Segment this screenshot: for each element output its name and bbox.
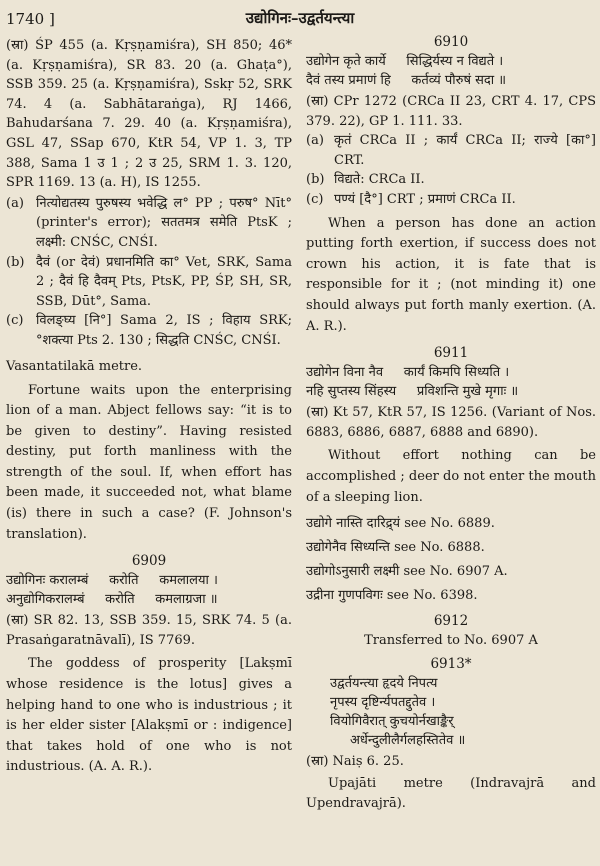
page-number: 1740 ] (6, 10, 55, 28)
variant-text: विलङ्घ्य [नि°] Sama 2, IS ; विहाय SRK; °शक्त्या Pts 2. 130 ; सिद्धति CNŚC, CNŚI. (36, 313, 292, 348)
verse-line: वियोगिवैरात् कुचयोर्नखाङ्कैर् (330, 714, 454, 730)
variant-line (306, 190, 596, 210)
entry-number-6912: 6912 (433, 613, 469, 630)
variant-text: दैवं (or देवं) प्रधानमिति का° Vet, SRK, Sama 2 ; दैवं हि दैवम् Pts, PtsK, PP, ŚP, SH, SR, SSB, Dūt°, Sama. (36, 254, 292, 309)
meter-6913: Upajāti metre (Indravajrā and Upendravajrā). (306, 775, 596, 812)
variant-line (6, 311, 292, 350)
variant-line (306, 131, 596, 170)
variant-text: पण्यं [दै°] CRT ; प्रमाणं CRCa II. (334, 191, 516, 207)
transfer-note-6912: Transferred to No. 6907 A (364, 633, 538, 649)
variant-label: (a) (306, 133, 324, 149)
verse-line: अनुद्योगिकरालम्बं करोति कमलाग्रजा ॥ (6, 592, 218, 608)
entry-number-6913: 6913* (430, 656, 472, 673)
translation-6910: When a person has done an action putting forth exertion, if success does not crown his action, it is fate that is responsible for it ; (not minding it) one should always put forth manly exertion. (A. A. R.). (306, 215, 596, 334)
entry-number-6910: 6910 (433, 34, 469, 50)
right-column (306, 32, 596, 815)
left-column (6, 36, 292, 778)
running-head: उद्योगिनः–उद्वर्तयन्त्या (245, 9, 355, 27)
variant-line (6, 253, 292, 312)
sources-6909: (स्रा) SR 82. 13, SSB 359. 15, SRK 74. 5 (a. Prasaṅgaratnāvalī), IS 7769. (6, 613, 292, 648)
variant-label: (b) (306, 172, 325, 188)
verse-line: नृपस्य दृष्टिर्न्यपतद्दुतेव । (330, 695, 436, 711)
cross-references (306, 514, 596, 605)
variant-line (306, 170, 596, 190)
cross-ref: उद्योगेनैव सिध्यन्ति see No. 6888. (306, 540, 485, 556)
translation-6908: Fortune waits upon the enterprising lion of a man. Abject fellows say: “it is to be given to destiny”. Having resisted destiny, put forth manliness with the strength of the soul. If, when effort has been made, it succeeded not, what blame (is) there in such a case? (F. Johnson's translation). (6, 382, 292, 542)
verse-line: उद्योगेन कृते कार्ये सिद्धिर्यस्य न विद्यते । (306, 54, 504, 69)
page-header (0, 8, 600, 30)
variant-text: नित्योद्यतस्य पुरुषस्य भवेद्धि ल° PP ; परुष° Nīt° (printer's error); सततमत्र समेति PtsK ; लक्ष्मी: CNŚC, CNŚI. (36, 195, 292, 250)
variant-label: (a) (6, 195, 24, 211)
cross-ref: उद्रीना गुणपविगः see No. 6398. (306, 588, 478, 604)
verse-line: अर्धेन्दुलीलैर्गलहस्तितेव ॥ (350, 733, 466, 749)
verse-6911 (306, 363, 596, 401)
cross-ref: उद्योगोऽनुसारी लक्ष्मी see No. 6907 A. (306, 564, 508, 580)
entry-number-6911: 6911 (433, 345, 469, 362)
translation-6909: The goddess of prosperity [Lakṣmī whose residence is the lotus] gives a helping hand to one who is industrious ; it is her elder sister [Alakṣmī or : indigence] that takes hold of one who is not industrious. (A. A. R.). (6, 656, 292, 775)
variant-label: (c) (6, 313, 24, 329)
verse-line: उद्वर्तयन्त्या हृदये निपत्य (330, 676, 438, 692)
verse-6910 (306, 52, 596, 90)
verse-line: दैवं तस्य प्रमाणं हि कर्तव्यं पौरुषं सदा ॥ (306, 73, 507, 88)
cross-ref: उद्योगे नास्ति दारिद्र्यं see No. 6889. (306, 516, 495, 532)
verse-line: उद्योगेन विना नैव कार्यं किमपि सिध्यति । (306, 365, 510, 381)
sources-6913: (स्रा) Naiṣ 6. 25. (306, 754, 404, 770)
entry-number-6909: 6909 (131, 553, 167, 570)
verse-6909 (6, 571, 292, 609)
translation-6911: Without effort nothing can be accomplished ; deer do not enter the mouth of a sleeping lion. (306, 448, 596, 505)
variant-label: (b) (6, 254, 25, 270)
sources-6910: (स्रा) CPr 1272 (CRCa II 23, CRT 4. 17, CPS 379. 22), GP 1. 111. 33. (306, 94, 596, 129)
variants-6908 (6, 194, 292, 351)
meter-6908: Vasantatilakā metre. (6, 358, 143, 374)
verse-6913 (306, 674, 596, 750)
variants-6910 (306, 131, 596, 209)
verse-line: नहि सुप्तस्य सिंहस्य प्रविशन्ति मुखे मृगाः ॥ (306, 384, 519, 400)
variant-label: (c) (306, 191, 324, 207)
sources-6908: (स्रा) ŚP 455 (a. Kṛṣṇamiśra), SH 850; 46* (a. Kṛṣṇamiśra), SR 83. 20 (a. Ghaṭa°), SSB 359. 25 (a. Kṛṣṇamiśra), Sskṛ 52, SRK 74. 4 (a. Sabhātaraṅga), RJ 1466, Bahudarśana 7. 29. 40 (a. Kṛṣṇamiśra), GSL 47, SSap 670, KtR 54, VP 1. 3, TP 388, Sama 1 उ 1 ; 2 उ 25, SRM 1. 3. 120, SPR 1169. 13 (a. H), IS 1255. (6, 38, 292, 191)
verse-line: उद्योगिनः करालम्बं करोति कमलालया । (6, 573, 218, 589)
variant-text: कृतं CRCa II ; कार्यं CRCa II; राज्ये [का°] CRT. (334, 133, 596, 168)
sources-6911: (स्रा) Kt 57, KtR 57, IS 1256. (Variant of Nos. 6883, 6886, 6887, 6888 and 6890). (306, 405, 596, 440)
variant-line (6, 194, 292, 253)
variant-text: विद्यते: CRCa II. (334, 172, 425, 188)
